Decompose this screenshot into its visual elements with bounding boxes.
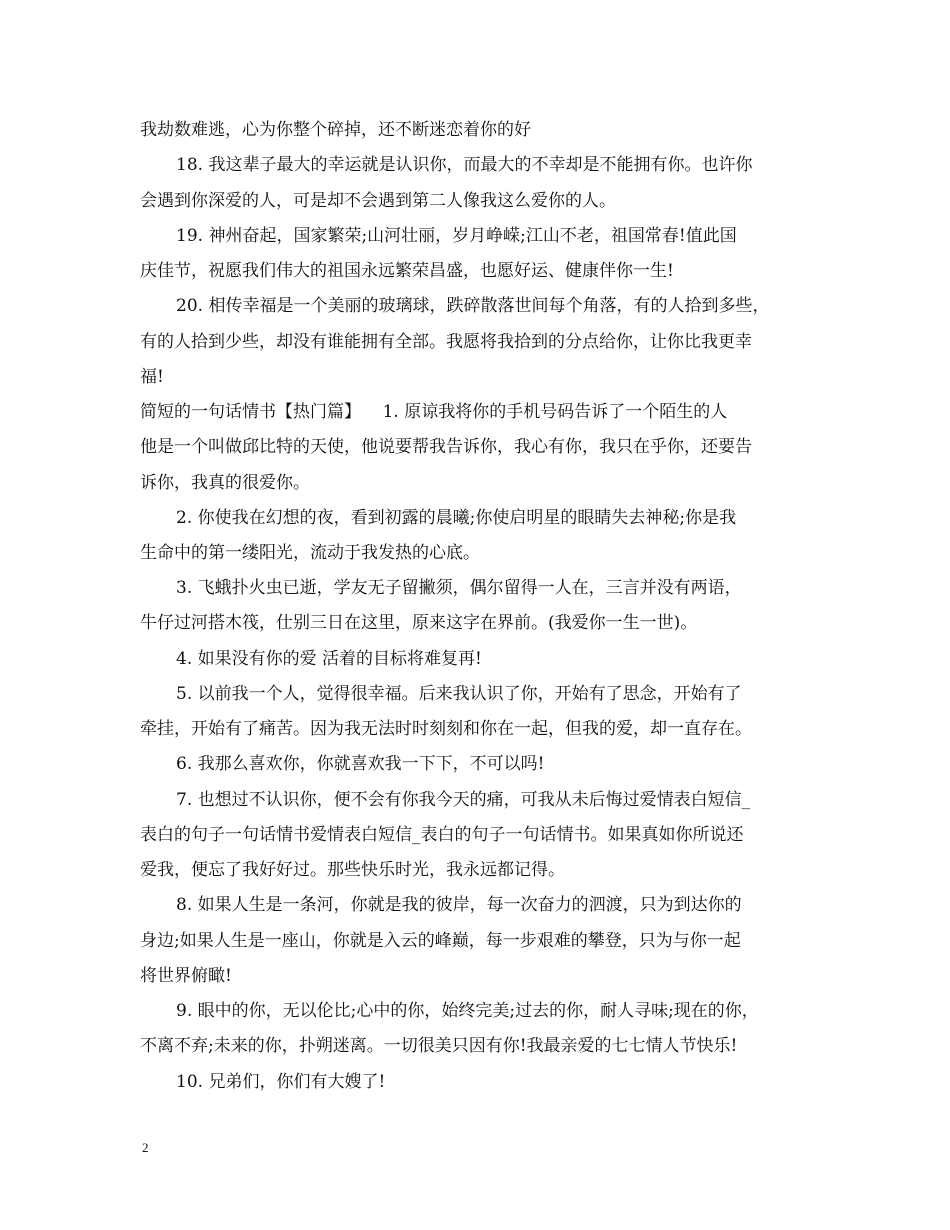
text-line: 我劫数难逃，心为你整个碎掉，还不断迷恋着你的好 (140, 120, 531, 140)
text-line: 20. 相传幸福是一个美丽的玻璃球，跌碎散落世间每个角落，有的人拾到多些， (176, 296, 770, 316)
text-line: 会遇到你深爱的人，可是却不会遇到第二人像我这么爱你的人。 (140, 191, 616, 211)
page-number: 2 (142, 1140, 149, 1155)
text-line: 4. 如果没有你的爱 活着的目标将难复再! (176, 649, 482, 669)
text-line: 有的人拾到少些，却没有谁能拥有全部。我愿将我拾到的分点给你，让你比我更幸 (140, 332, 752, 352)
text-line: 简短的一句话情书【热门篇】 1. 原谅我将你的手机号码告诉了一个陌生的人 (140, 402, 728, 422)
text-line: 9. 眼中的你，无以伦比;心中的你，始终完美;过去的你，耐人寻味;现在的你， (176, 1001, 759, 1021)
text-line: 爱我，便忘了我好好过。那些快乐时光，我永远都记得。 (140, 860, 565, 880)
text-line: 福! (140, 367, 164, 387)
text-line: 牵挂，开始有了痛苦。因为我无法时时刻刻和你在一起，但我的爱，却一直存在。 (140, 719, 752, 739)
text-line: 2. 你使我在幻想的夜，看到初露的晨曦;你使启明星的眼睛失去神秘;你是我 (176, 508, 737, 528)
text-line: 19. 神州奋起，国家繁荣;山河壮丽，岁月峥嵘;江山不老，祖国常春!值此国 (176, 226, 737, 246)
text-line: 6. 我那么喜欢你，你就喜欢我一下下，不可以吗! (176, 754, 545, 774)
text-line: 身边;如果人生是一座山，你就是入云的峰巅，每一步艰难的攀登，只为与你一起 (140, 931, 741, 951)
text-line: 诉你，我真的很爱你。 (140, 473, 310, 493)
text-line: 7. 也想过不认识你，便不会有你我今天的痛，可我从未后悔过爱情表白短信_ (176, 790, 751, 810)
text-line: 生命中的第一缕阳光，流动于我发热的心底。 (140, 543, 480, 563)
text-line: 他是一个叫做邱比特的天使，他说要帮我告诉你，我心有你，我只在乎你，还要告 (140, 437, 752, 457)
text-line: 10. 兄弟们，你们有大嫂了! (176, 1072, 386, 1092)
text-line: 18. 我这辈子最大的幸运就是认识你，而最大的不幸却是不能拥有你。也许你 (176, 155, 753, 175)
text-line: 3. 飞蛾扑火虫已逝，学友无子留撇须，偶尔留得一人在，三言并没有两语， (176, 578, 742, 598)
text-line: 不离不弃;未来的你，扑朔迷离。一切很美只因有你!我最亲爱的七七情人节快乐! (140, 1036, 738, 1056)
text-line: 8. 如果人生是一条河，你就是我的彼岸，每一次奋力的泗渡，只为到达你的 (176, 895, 742, 915)
text-line: 将世界俯瞰! (140, 966, 232, 986)
text-line: 5. 以前我一个人，觉得很幸福。后来我认识了你，开始有了思念，开始有了 (176, 684, 742, 704)
text-line: 表白的句子一句话情书爱情表白短信_表白的句子一句话情书。如果真如你所说还 (140, 825, 744, 845)
text-line: 庆佳节，祝愿我们伟大的祖国永远繁荣昌盛，也愿好运、健康伴你一生! (140, 261, 674, 281)
text-line: 牛仔过河搭木筏，仕别三日在这里，原来这字在界前。(我爱你一生一世)。 (140, 613, 698, 633)
